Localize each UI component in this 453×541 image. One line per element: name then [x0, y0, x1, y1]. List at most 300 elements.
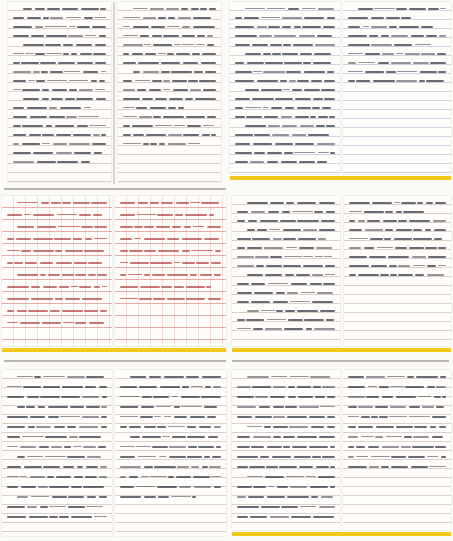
handwriting-stroke — [188, 143, 199, 145]
handwriting-stroke — [322, 456, 335, 458]
handwriting-stroke — [237, 466, 248, 468]
handwriting-stroke — [303, 265, 323, 267]
handwriting-stroke — [427, 386, 435, 388]
handwriting-stroke — [272, 456, 291, 458]
handwriting-stroke — [398, 274, 413, 276]
handwriting-stroke — [120, 416, 138, 418]
handwriting-stroke — [14, 262, 22, 264]
handwriting-stroke — [255, 396, 269, 398]
handwriting-stroke — [146, 134, 166, 136]
handwriting-stroke — [47, 80, 67, 82]
handwriting-stroke — [157, 426, 166, 428]
handwriting-stroke — [348, 17, 368, 19]
handwriting-stroke — [429, 466, 446, 468]
handwriting-stroke — [286, 476, 304, 478]
handwriting-stroke — [60, 107, 81, 109]
handwriting-stroke — [132, 53, 143, 55]
handwriting-stroke — [255, 416, 272, 418]
handwriting-stroke — [49, 116, 65, 118]
handwriting-stroke — [276, 310, 283, 312]
handwriting-stroke — [120, 476, 126, 478]
handwriting-stroke — [152, 35, 162, 37]
handwriting-stroke — [25, 53, 34, 55]
handwriting-stroke — [160, 386, 181, 388]
handwriting-stroke — [207, 416, 216, 418]
handwriting-stroke — [252, 98, 274, 100]
handwriting-stroke — [390, 274, 396, 276]
handwriting-stroke — [192, 53, 200, 55]
handwriting-stroke — [168, 17, 175, 19]
handwriting-stroke — [69, 436, 78, 438]
handwriting-stroke — [247, 62, 264, 64]
handwriting-stroke — [247, 426, 262, 428]
handwriting-stroke — [432, 416, 446, 418]
handwriting-stroke — [120, 466, 141, 468]
handwriting-stroke — [394, 44, 412, 46]
handwriting-stroke — [182, 250, 190, 252]
handwriting-stroke — [295, 116, 309, 118]
handwriting-stroke — [42, 89, 49, 91]
handwriting-stroke — [316, 247, 332, 249]
handwriting-stroke — [94, 152, 103, 154]
handwriting-stroke — [69, 26, 76, 28]
handwriting-stroke — [123, 17, 140, 19]
handwriting-stroke — [428, 8, 439, 10]
handwriting-stroke — [13, 71, 31, 73]
handwriting-stroke — [82, 396, 100, 398]
handwriting-stroke — [123, 134, 131, 136]
handwriting-stroke — [326, 211, 335, 213]
handwriting-stroke — [409, 220, 430, 222]
handwriting-stroke — [77, 466, 83, 468]
handwriting-stroke — [200, 274, 213, 276]
handwriting-stroke — [101, 416, 107, 418]
handwriting-stroke — [292, 211, 313, 213]
handwriting-stroke — [49, 506, 66, 508]
handwriting-stroke — [99, 35, 106, 37]
handwriting-stroke — [408, 456, 425, 458]
handwriting-stroke — [27, 396, 39, 398]
handwriting-stroke — [55, 125, 74, 127]
handwriting-stroke — [204, 456, 211, 458]
handwriting-stroke — [365, 71, 384, 73]
handwriting-stroke — [7, 322, 18, 324]
handwriting-stroke — [405, 53, 420, 55]
handwriting-stroke — [150, 476, 166, 478]
handwriting-stroke — [396, 426, 413, 428]
handwriting-stroke — [438, 265, 446, 267]
handwriting-stroke — [188, 446, 196, 448]
handwriting-stroke — [17, 274, 38, 276]
handwriting-stroke — [299, 161, 316, 163]
handwriting-stroke — [140, 286, 159, 288]
handwriting-stroke — [47, 476, 55, 478]
handwriting-stroke — [76, 98, 93, 100]
handwriting-stroke — [65, 98, 75, 100]
handwriting-stroke — [102, 286, 107, 288]
handwriting-stroke — [193, 226, 204, 228]
handwriting-stroke — [73, 202, 91, 204]
handwriting-stroke — [235, 98, 250, 100]
handwriting-stroke — [235, 116, 245, 118]
handwriting-stroke — [369, 466, 379, 468]
handwriting-stroke — [266, 466, 278, 468]
panel-3-accent-bar — [2, 348, 226, 352]
handwriting-stroke — [251, 211, 265, 213]
handwriting-stroke — [136, 107, 148, 109]
handwriting-stroke — [215, 250, 221, 252]
handwriting-stroke — [185, 214, 207, 216]
handwriting-stroke — [33, 71, 39, 73]
handwriting-stroke — [73, 446, 82, 448]
handwriting-stroke — [235, 44, 250, 46]
handwriting-stroke — [153, 396, 169, 398]
handwriting-stroke — [137, 214, 156, 216]
handwriting-stroke — [174, 286, 184, 288]
handwriting-stroke — [55, 250, 62, 252]
handwriting-stroke — [302, 26, 321, 28]
handwriting-stroke — [77, 125, 88, 127]
handwriting-stroke — [123, 26, 130, 28]
handwriting-stroke — [68, 496, 84, 498]
handwriting-stroke — [99, 80, 106, 82]
handwriting-stroke — [79, 286, 91, 288]
handwriting-stroke — [349, 274, 356, 276]
handwriting-stroke — [95, 89, 105, 91]
handwriting-stroke — [321, 89, 335, 91]
handwriting-stroke — [318, 8, 333, 10]
handwriting-stroke — [167, 53, 173, 55]
handwriting-stroke — [204, 406, 217, 408]
handwriting-stroke — [321, 220, 335, 222]
handwriting-stroke — [120, 262, 128, 264]
handwriting-stroke — [256, 265, 264, 267]
handwriting-stroke — [120, 274, 126, 276]
handwriting-stroke — [309, 446, 328, 448]
handwriting-stroke — [315, 256, 324, 258]
handwriting-stroke — [212, 456, 221, 458]
handwriting-stroke — [315, 396, 325, 398]
handwriting-stroke — [50, 71, 62, 73]
handwriting-stroke — [389, 416, 406, 418]
panel-6 — [232, 370, 451, 538]
panel-6-accent-bar — [232, 532, 451, 536]
handwriting-stroke — [314, 328, 335, 330]
handwriting-stroke — [237, 319, 245, 321]
handwriting-stroke — [280, 220, 296, 222]
handwriting-stroke — [156, 406, 171, 408]
handwriting-stroke — [186, 116, 205, 118]
handwriting-stroke — [123, 143, 141, 145]
handwriting-stroke — [123, 107, 135, 109]
handwriting-stroke — [282, 211, 290, 213]
handwriting-stroke — [161, 71, 170, 73]
handwriting-stroke — [123, 116, 137, 118]
handwriting-stroke — [21, 62, 39, 64]
handwriting-stroke — [40, 396, 59, 398]
handwriting-stroke — [208, 298, 221, 300]
handwriting-stroke — [199, 80, 216, 82]
handwriting-stroke — [268, 283, 288, 285]
handwriting-stroke — [158, 496, 169, 498]
handwriting-stroke — [237, 247, 245, 249]
handwriting-stroke — [94, 238, 107, 240]
handwriting-stroke — [298, 396, 313, 398]
handwriting-stroke — [134, 226, 142, 228]
handwriting-stroke — [79, 89, 93, 91]
handwriting-stroke — [138, 202, 148, 204]
handwriting-stroke — [138, 62, 159, 64]
handwriting-stroke — [247, 310, 259, 312]
handwriting-stroke — [283, 238, 296, 240]
handwriting-stroke — [263, 71, 285, 73]
handwriting-stroke — [48, 416, 58, 418]
handwriting-stroke — [287, 292, 298, 294]
handwriting-stroke — [45, 456, 66, 458]
handwriting-stroke — [396, 53, 403, 55]
handwriting-stroke — [7, 262, 13, 264]
handwriting-stroke — [162, 436, 170, 438]
handwriting-stroke — [442, 396, 446, 398]
handwriting-stroke — [306, 476, 316, 478]
handwriting-stroke — [76, 44, 93, 46]
handwriting-stroke — [182, 386, 190, 388]
handwriting-stroke — [435, 446, 446, 448]
handwriting-stroke — [237, 256, 254, 258]
handwriting-stroke — [182, 35, 195, 37]
handwriting-stroke — [89, 322, 104, 324]
handwriting-stroke — [159, 143, 165, 145]
handwriting-stroke — [264, 426, 271, 428]
handwriting-stroke — [13, 26, 32, 28]
handwriting-stroke — [87, 456, 101, 458]
handwriting-stroke — [49, 486, 70, 488]
handwriting-stroke — [7, 476, 19, 478]
handwriting-stroke — [156, 226, 170, 228]
handwriting-stroke — [267, 161, 279, 163]
handwriting-stroke — [167, 298, 185, 300]
handwriting-stroke — [265, 274, 282, 276]
handwriting-stroke — [394, 238, 412, 240]
handwriting-stroke — [161, 202, 173, 204]
handwriting-stroke — [120, 214, 135, 216]
handwriting-stroke — [318, 238, 327, 240]
handwriting-stroke — [164, 376, 184, 378]
handwriting-stroke — [381, 466, 390, 468]
handwriting-stroke — [102, 396, 107, 398]
handwriting-stroke — [120, 226, 133, 228]
handwriting-stroke — [23, 44, 44, 46]
handwriting-stroke — [35, 53, 44, 55]
handwriting-stroke — [369, 35, 378, 37]
handwriting-stroke — [57, 161, 78, 163]
handwriting-stroke — [179, 486, 191, 488]
handwriting-stroke — [42, 98, 49, 100]
handwriting-stroke — [136, 446, 151, 448]
handwriting-stroke — [300, 125, 314, 127]
handwriting-stroke — [163, 35, 178, 37]
handwriting-stroke — [133, 134, 144, 136]
handwriting-stroke — [369, 256, 386, 258]
handwriting-stroke — [273, 386, 285, 388]
handwriting-stroke — [182, 44, 194, 46]
handwriting-stroke — [181, 406, 202, 408]
handwriting-stroke — [348, 80, 355, 82]
handwriting-stroke — [361, 436, 373, 438]
handwriting-stroke — [366, 376, 385, 378]
handwriting-stroke — [174, 416, 187, 418]
handwriting-stroke — [7, 386, 22, 388]
handwriting-stroke — [174, 44, 181, 46]
handwriting-stroke — [94, 286, 100, 288]
handwriting-stroke — [274, 35, 296, 37]
handwriting-stroke — [95, 44, 106, 46]
handwriting-stroke — [237, 283, 249, 285]
handwriting-stroke — [41, 71, 48, 73]
handwriting-stroke — [248, 220, 258, 222]
handwriting-stroke — [22, 89, 40, 91]
handwriting-stroke — [285, 406, 297, 408]
handwriting-stroke — [172, 80, 187, 82]
handwriting-stroke — [37, 226, 56, 228]
handwriting-stroke — [235, 152, 252, 154]
handwriting-stroke — [123, 89, 135, 91]
handwriting-stroke — [13, 116, 27, 118]
handwriting-stroke — [62, 202, 71, 204]
handwriting-stroke — [43, 376, 65, 378]
handwriting-stroke — [68, 35, 84, 37]
handwriting-stroke — [282, 26, 291, 28]
handwriting-stroke — [186, 376, 198, 378]
handwriting-stroke — [176, 476, 191, 478]
handwriting-stroke — [134, 238, 141, 240]
handwriting-stroke — [13, 125, 21, 127]
handwriting-stroke — [193, 26, 214, 28]
handwriting-stroke — [144, 426, 157, 428]
handwriting-stroke — [283, 44, 291, 46]
handwriting-stroke — [196, 262, 209, 264]
handwriting-stroke — [36, 426, 51, 428]
handwriting-stroke — [87, 496, 97, 498]
handwriting-stroke — [373, 80, 395, 82]
handwriting-stroke — [247, 247, 263, 249]
handwriting-stroke — [193, 476, 210, 478]
handwriting-stroke — [7, 286, 29, 288]
handwriting-stroke — [91, 80, 97, 82]
panel-4-left-page — [232, 196, 340, 346]
handwriting-stroke — [101, 134, 106, 136]
handwriting-stroke — [254, 152, 266, 154]
handwriting-stroke — [322, 386, 335, 388]
handwriting-stroke — [33, 238, 53, 240]
handwriting-stroke — [13, 17, 24, 19]
handwriting-stroke — [17, 496, 28, 498]
handwriting-stroke — [99, 496, 107, 498]
handwriting-stroke — [142, 396, 152, 398]
handwriting-stroke — [174, 406, 180, 408]
handwriting-stroke — [150, 143, 156, 145]
handwriting-stroke — [207, 44, 214, 46]
handwriting-stroke — [368, 446, 380, 448]
handwriting-stroke — [209, 8, 216, 10]
handwriting-stroke — [132, 125, 153, 127]
handwriting-stroke — [133, 26, 149, 28]
handwriting-stroke — [415, 44, 432, 46]
handwriting-stroke — [7, 310, 14, 312]
handwriting-stroke — [269, 229, 280, 231]
handwriting-stroke — [439, 35, 446, 37]
handwriting-stroke — [13, 62, 20, 64]
handwriting-stroke — [101, 406, 107, 408]
handwriting-stroke — [42, 143, 51, 145]
handwriting-stroke — [403, 211, 424, 213]
handwriting-stroke — [150, 107, 166, 109]
handwriting-stroke — [176, 53, 191, 55]
handwriting-stroke — [372, 202, 392, 204]
handwriting-stroke — [144, 238, 165, 240]
handwriting-stroke — [267, 319, 286, 321]
handwriting-stroke — [202, 376, 221, 378]
handwriting-stroke — [270, 44, 282, 46]
handwriting-stroke — [171, 71, 192, 73]
handwriting-stroke — [246, 319, 264, 321]
handwriting-stroke — [237, 446, 250, 448]
handwriting-stroke — [40, 506, 48, 508]
handwriting-stroke — [371, 26, 387, 28]
handwriting-stroke — [43, 286, 58, 288]
handwriting-stroke — [358, 62, 375, 64]
handwriting-stroke — [292, 89, 302, 91]
handwriting-stroke — [38, 406, 45, 408]
handwriting-stroke — [297, 202, 317, 204]
handwriting-stroke — [375, 406, 387, 408]
handwriting-stroke — [289, 80, 296, 82]
handwriting-stroke — [33, 250, 54, 252]
handwriting-stroke — [297, 107, 311, 109]
handwriting-stroke — [323, 26, 335, 28]
handwriting-stroke — [34, 376, 40, 378]
handwriting-stroke — [61, 396, 80, 398]
handwriting-stroke — [237, 301, 249, 303]
handwriting-stroke — [62, 386, 84, 388]
handwriting-stroke — [389, 26, 397, 28]
handwriting-stroke — [69, 89, 77, 91]
handwriting-stroke — [264, 116, 278, 118]
handwriting-stroke — [368, 386, 377, 388]
handwriting-stroke — [17, 310, 27, 312]
handwriting-stroke — [150, 8, 164, 10]
handwriting-stroke — [23, 386, 42, 388]
handwriting-stroke — [13, 89, 21, 91]
handwriting-stroke — [391, 466, 409, 468]
handwriting-stroke — [40, 62, 55, 64]
handwriting-stroke — [434, 238, 442, 240]
handwriting-stroke — [143, 71, 160, 73]
handwriting-stroke — [29, 134, 41, 136]
handwriting-stroke — [136, 486, 155, 488]
handwriting-stroke — [84, 17, 93, 19]
handwriting-stroke — [152, 80, 162, 82]
handwriting-stroke — [348, 396, 365, 398]
handwriting-stroke — [71, 516, 92, 518]
handwriting-stroke — [86, 406, 99, 408]
handwriting-stroke — [23, 98, 39, 100]
handwriting-stroke — [178, 107, 184, 109]
handwriting-stroke — [36, 80, 45, 82]
handwriting-stroke — [235, 71, 252, 73]
handwriting-stroke — [79, 426, 98, 428]
handwriting-stroke — [237, 516, 248, 518]
